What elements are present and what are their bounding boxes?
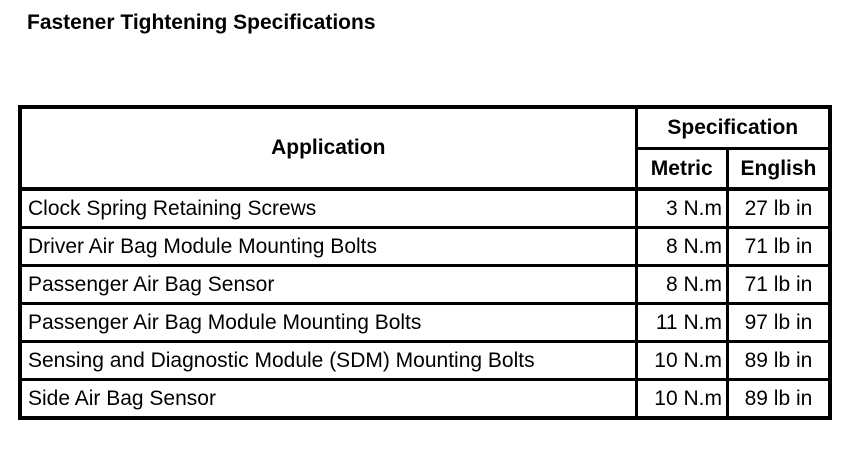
english-value-cell: 71 lb in [727, 266, 830, 304]
application-header: Application [20, 107, 636, 189]
table-row [20, 228, 830, 266]
table-row [20, 304, 830, 342]
application-cell: Clock Spring Retaining Screws [20, 189, 636, 228]
application-cell: Passenger Air Bag Module Mounting Bolts [20, 304, 636, 342]
metric-value-cell: 11 N.m [636, 304, 727, 342]
english-value-cell: 71 lb in [727, 228, 830, 266]
page-title: Fastener Tightening Specifications [27, 11, 376, 34]
application-cell: Passenger Air Bag Sensor [20, 266, 636, 304]
application-cell: Sensing and Diagnostic Module (SDM) Mounting Bolts [20, 342, 636, 380]
table-header-row [20, 107, 830, 149]
english-value-cell: 89 lb in [727, 380, 830, 419]
metric-value-cell: 8 N.m [636, 228, 727, 266]
metric-value-cell: 10 N.m [636, 342, 727, 380]
application-cell: Driver Air Bag Module Mounting Bolts [20, 228, 636, 266]
table-row [20, 380, 830, 419]
table-row [20, 342, 830, 380]
table-row [20, 266, 830, 304]
metric-value-cell: 3 N.m [636, 189, 727, 228]
english-value-cell: 97 lb in [727, 304, 830, 342]
application-cell: Side Air Bag Sensor [20, 380, 636, 419]
english-value-cell: 27 lb in [727, 189, 830, 228]
english-header: English [727, 149, 830, 190]
metric-value-cell: 10 N.m [636, 380, 727, 419]
specification-header: Specification [636, 107, 830, 149]
metric-header: Metric [636, 149, 727, 190]
fastener-spec-table [18, 105, 832, 420]
metric-value-cell: 8 N.m [636, 266, 727, 304]
table-row [20, 189, 830, 228]
english-value-cell: 89 lb in [727, 342, 830, 380]
